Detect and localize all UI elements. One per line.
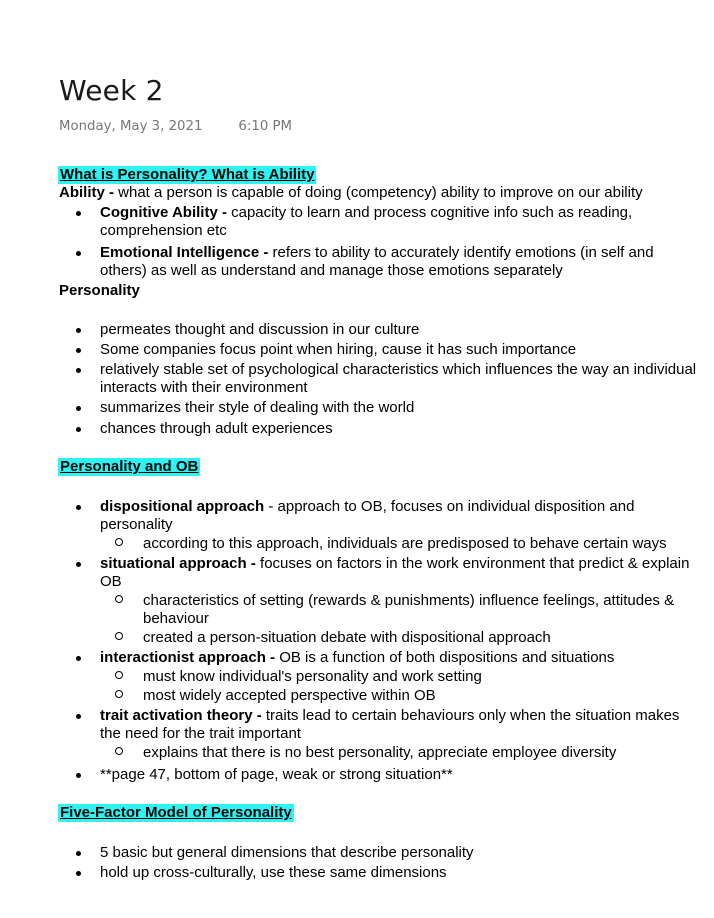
section-heading: Five-Factor Model of Personality xyxy=(60,804,292,821)
ability-term: Ability - xyxy=(59,184,114,201)
note-timestamp xyxy=(59,119,292,134)
note-body[interactable] xyxy=(59,166,704,882)
item-text: capacity to learn and process cognitive info such as reading, comprehension etc xyxy=(100,204,633,239)
list-item: permeates thought and discussion in our culture xyxy=(59,321,704,339)
five-factor-list xyxy=(59,844,704,882)
item-text: refers to ability to accurately identify emotions (in self and others) as well as understand and manage those emotions separately xyxy=(100,244,654,279)
sub-list xyxy=(100,535,704,553)
item-term: Cognitive Ability - xyxy=(100,204,227,221)
item-term: trait activation theory - xyxy=(100,707,262,724)
item-term: dispositional approach xyxy=(100,498,265,515)
section-heading: What is Personality? What is Ability xyxy=(60,166,315,183)
list-item: summarizes their style of dealing with the world xyxy=(59,399,704,417)
list-item: chances through adult experiences xyxy=(59,420,704,438)
item-text: focuses on factors in the work environment that predict & explain OB xyxy=(100,555,690,590)
list-item xyxy=(59,498,704,553)
list-item xyxy=(59,555,704,647)
sub-list-item: must know individual's personality and work setting xyxy=(100,668,704,686)
item-term: Emotional Intelligence - xyxy=(100,244,269,261)
sub-list xyxy=(100,592,704,647)
list-item xyxy=(59,707,704,762)
personality-list xyxy=(59,321,704,438)
item-text: OB is a function of both dispositions and situations xyxy=(275,649,615,666)
ability-line xyxy=(59,184,704,202)
list-item: hold up cross-culturally, use these same dimensions xyxy=(59,864,704,882)
ability-list xyxy=(59,204,704,280)
sub-list xyxy=(100,744,704,762)
ob-list xyxy=(59,498,704,784)
list-item xyxy=(59,244,704,280)
list-item: 5 basic but general dimensions that describe personality xyxy=(59,844,704,862)
page-title: Week 2 xyxy=(59,74,164,107)
list-item xyxy=(59,649,704,705)
section-heading: Personality and OB xyxy=(60,458,199,475)
sub-list-item: created a person-situation debate with dispositional approach xyxy=(100,629,704,647)
sub-list-item: according to this approach, individuals are predisposed to behave certain ways xyxy=(100,535,704,553)
note-date: Monday, May 3, 2021 xyxy=(59,119,203,134)
item-text: traits lead to certain behaviours only when the situation makes the need for the trait important xyxy=(100,707,680,742)
list-item: relatively stable set of psychological characteristics which influences the way an individual interacts with their environment xyxy=(59,361,704,397)
note-time: 6:10 PM xyxy=(238,119,292,134)
item-text: - approach to OB, focuses on individual disposition and personality xyxy=(100,498,635,533)
sub-list xyxy=(100,668,704,705)
item-term: situational approach - xyxy=(100,555,256,572)
personality-term: Personality xyxy=(59,282,140,299)
ability-text: what a person is capable of doing (competency) ability to improve on our ability xyxy=(114,184,643,201)
sub-list-item: most widely accepted perspective within OB xyxy=(100,687,704,705)
item-term: interactionist approach - xyxy=(100,649,276,666)
sub-list-item: explains that there is no best personality, appreciate employee diversity xyxy=(100,744,704,762)
list-item: Some companies focus point when hiring, cause it has such importance xyxy=(59,341,704,359)
sub-list-item: characteristics of setting (rewards & punishments) influence feelings, attitudes & behaviour xyxy=(100,592,704,628)
list-item xyxy=(59,204,704,240)
list-item: **page 47, bottom of page, weak or strong situation** xyxy=(59,766,704,784)
